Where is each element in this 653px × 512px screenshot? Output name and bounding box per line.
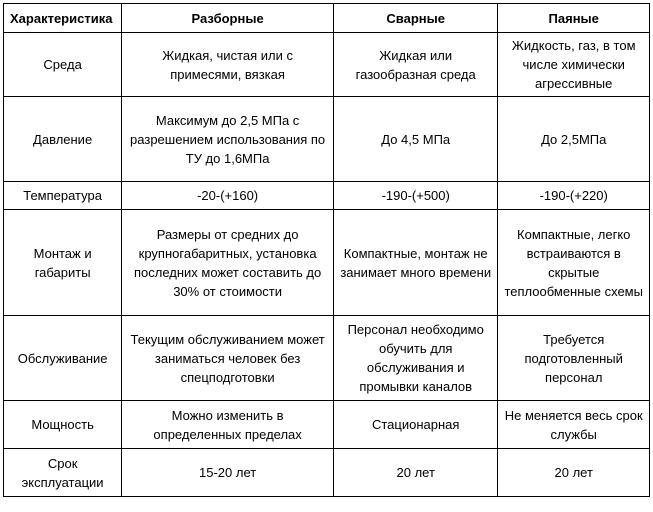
table-cell: 20 лет [498,449,650,497]
table-cell: 15-20 лет [122,449,334,497]
row-label: Среда [4,33,122,97]
table-cell: -190-(+500) [333,182,497,210]
table-cell: Компактные, легко встраиваются в скрытые теплообменные схемы [498,210,650,316]
table-cell: -20-(+160) [122,182,334,210]
table-cell: Компактные, монтаж не занимает много времени [333,210,497,316]
header-row [4,4,650,33]
table-cell: 20 лет [333,449,497,497]
header-collapsible: Разборные [122,4,334,33]
row-label: Мощность [4,401,122,449]
row-label: Срок эксплуатации [4,449,122,497]
table-cell: Стационарная [333,401,497,449]
table-row [4,449,650,497]
table-cell: -190-(+220) [498,182,650,210]
header-welded: Сварные [333,4,497,33]
table-row [4,316,650,401]
row-label: Температура [4,182,122,210]
table-cell: Жидкая, чистая или с примесями, вязкая [122,33,334,97]
table-row [4,401,650,449]
table-cell: Максимум до 2,5 МПа с разрешением использования по ТУ до 1,6МПа [122,97,334,182]
table-cell: Можно изменить в определенных пределах [122,401,334,449]
header-characteristic: Характеристика [4,4,122,33]
table-cell: Требуется подготовленный персонал [498,316,650,401]
table-row [4,210,650,316]
table-row [4,33,650,97]
table-cell: Персонал необходимо обучить для обслуживания и промывки каналов [333,316,497,401]
table-cell: Размеры от средних до крупногабаритных, установка последних может составить до 30% от стоимости [122,210,334,316]
row-label: Монтаж и габариты [4,210,122,316]
table-cell: Текущим обслуживанием может заниматься человек без спецподготовки [122,316,334,401]
table-cell: Не меняется весь срок службы [498,401,650,449]
table-cell: Жидкость, газ, в том числе химически агрессивные [498,33,650,97]
table-row [4,97,650,182]
table-cell: До 2,5МПа [498,97,650,182]
row-label: Давление [4,97,122,182]
table-cell: До 4,5 МПа [333,97,497,182]
header-brazed: Паяные [498,4,650,33]
row-label: Обслуживание [4,316,122,401]
table-row [4,182,650,210]
comparison-table [3,3,650,497]
table-cell: Жидкая или газообразная среда [333,33,497,97]
